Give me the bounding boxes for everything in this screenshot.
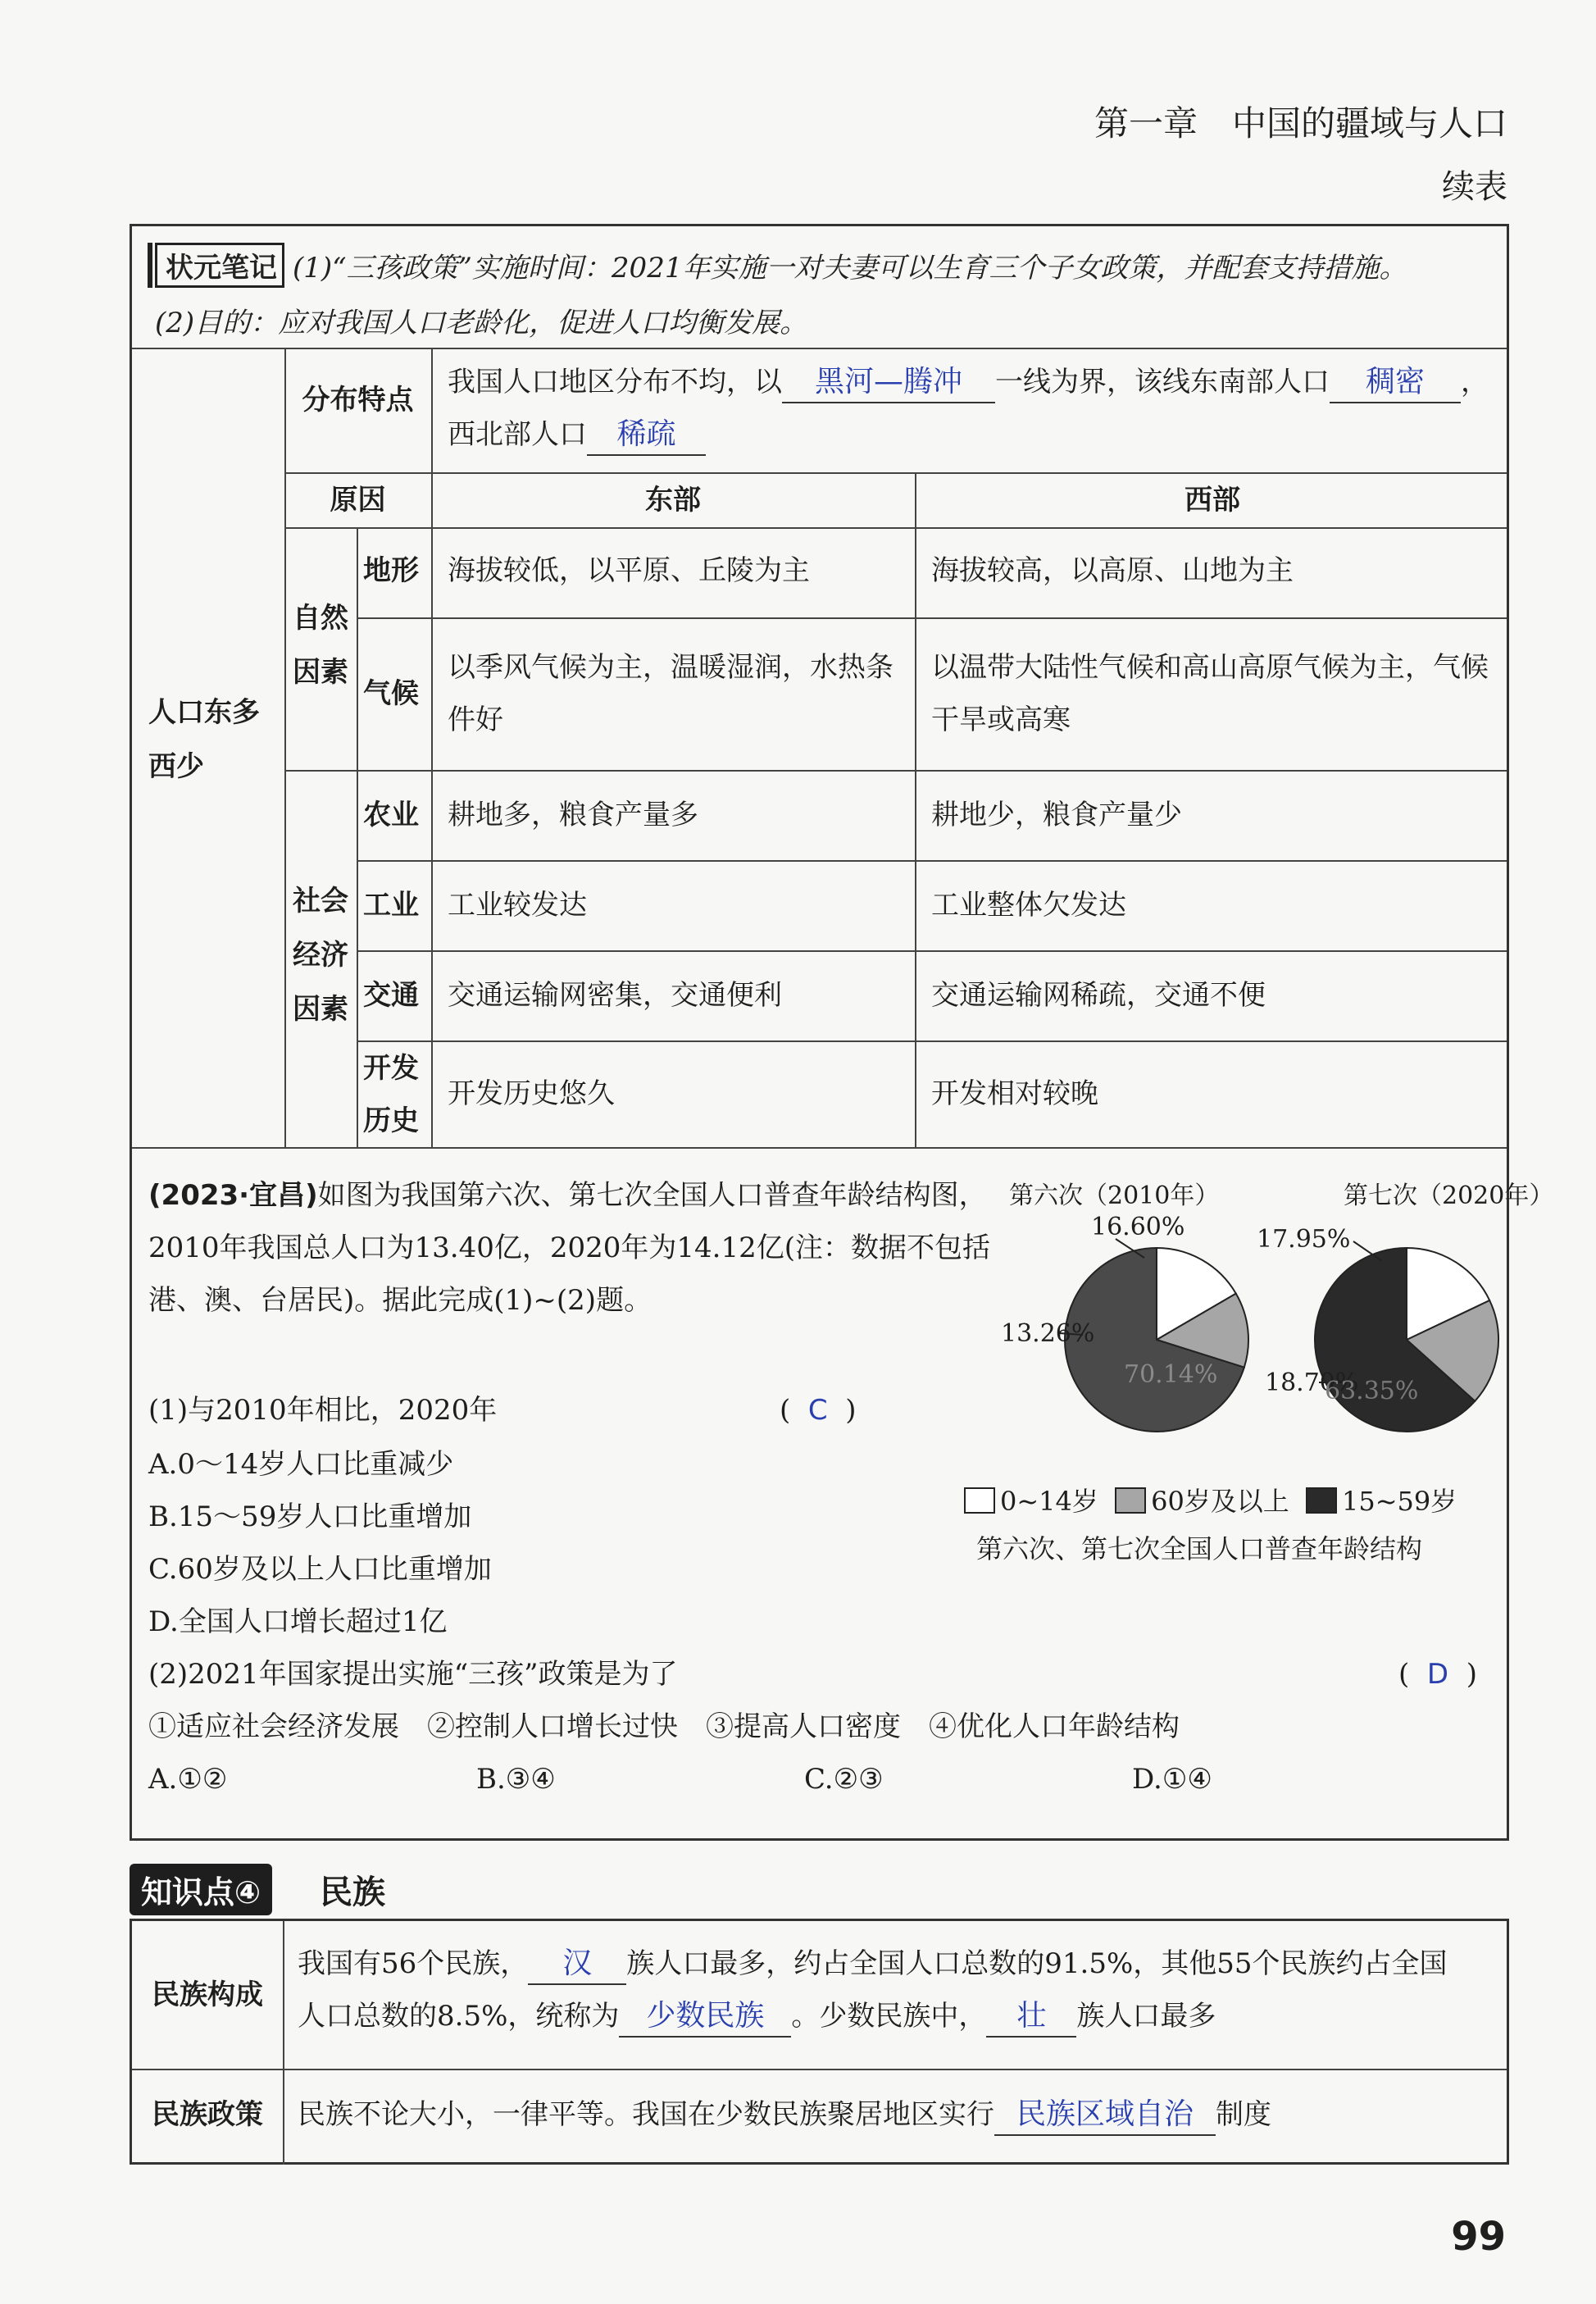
legend-swatch-working [1306,1487,1337,1514]
west-transport: 交通运输网稀疏，交通不便 [931,979,1266,1012]
q1-option-c: C.60岁及以上人口比重增加 [148,1553,492,1586]
west-history: 开发相对较晚 [931,1077,1098,1110]
pie-label-2-1: 17.95% [1257,1225,1351,1254]
composition-label: 民族构成 [152,1978,263,2011]
pie-charts [1001,1161,1554,1473]
q1-option-d: D.全国人口增长超过1亿 [148,1605,448,1638]
q1-answer: ( C ) [780,1394,857,1427]
east-history: 开发历史悠久 [448,1077,615,1110]
factor-history: 开发历史 [363,1052,419,1137]
pie1-title: 第六次（2010年） [1009,1182,1220,1210]
chart-caption: 第六次、第七次全国人口普查年龄结构 [976,1533,1423,1564]
east-transport: 交通运输网密集，交通便利 [448,979,782,1012]
distribution-label: 分布特点 [302,384,414,417]
q1-option-a: A.0～14岁人口比重减少 [148,1448,454,1481]
blank-han: 汉 [528,1944,626,1985]
pie-label-1-3: 70.14% [1124,1360,1218,1389]
distribution-text: 我国人口地区分布不均，以 黑河—腾冲 一线为界，该线东南部人口 稠密 ， 西北部人口 稀疏 [448,356,1497,461]
question-stem: (2023·宜昌)如图为我国第六次、第七次全国人口普查年龄结构图，2010年我国总人口为13.40亿，2020年为14.12亿(注：数据不包括港、澳、台居民)。据此完成(1)~(2)题。 [148,1179,990,1317]
q2-text: (2)2021年国家提出实施“三孩”政策是为了 [148,1658,678,1691]
pie-label-2-2: 18.70% [1265,1368,1359,1397]
col-reason: 原因 [330,484,386,517]
q1-option-b: B.15～59岁人口比重增加 [148,1500,472,1533]
east-climate: 以季风气候为主，温暖湿润，水热条件好 [448,651,893,736]
west-climate: 以温带大陆性气候和高山高原气候为主，气候干旱或高寒 [931,651,1489,736]
legend-swatch-elderly [1115,1487,1146,1514]
policy-text: 民族不论大小，一律平等。我国在少数民族聚居地区实行 民族区域自治 制度 [298,2088,1494,2141]
west-agriculture: 耕地少，粮食产量少 [931,799,1182,831]
col-west: 西部 [1184,484,1240,517]
blank-minorities: 少数民族 [619,1997,791,2038]
factor-transport: 交通 [363,979,419,1012]
blank-southeast: 稠密 [1330,362,1461,403]
east-terrain: 海拔较低，以平原、丘陵为主 [448,554,810,587]
legend-swatch-child [964,1487,995,1514]
q1-text: (1)与2010年相比，2020年 [148,1394,498,1427]
note-tag: 状元笔记 [155,243,284,288]
factor-industry: 工业 [363,889,419,922]
blank-autonomy: 民族区域自治 [994,2095,1216,2136]
q2-answer: ( D ) [1398,1658,1477,1691]
row-label: 人口东多西少 [148,696,260,783]
pie-label-1-1: 16.60% [1091,1213,1185,1241]
col-east: 东部 [645,484,701,517]
chart-legend: 0~14岁 60岁及以上 15~59岁 [956,1481,1457,1519]
q2-option-d: D.①④ [1132,1763,1212,1796]
west-terrain: 海拔较高，以高原、山地为主 [931,554,1294,587]
factor-agriculture: 农业 [363,799,419,831]
pie-label-2-3: 63.35% [1325,1377,1419,1405]
q2-statements: ①适应社会经济发展 ②控制人口增长过快 ③提高人口密度 ④优化人口年龄结构 [148,1710,1180,1743]
east-industry: 工业较发达 [448,889,587,922]
factor-climate: 气候 [363,677,419,710]
page-number: 99 [1451,2214,1506,2260]
kp4-title: 民族 [320,1874,385,1911]
natural-factors-label: 自然因素 [293,602,348,689]
note-text-1: (1)“三孩政策”实施时间：2021年实施一对夫妻可以生育三个子女政策，并配套支持措施。 [293,252,1407,285]
kp4-badge: 知识点④ [130,1864,272,1915]
policy-label: 民族政策 [152,2098,263,2131]
blank-line-boundary: 黑河—腾冲 [782,362,995,403]
blank-northwest: 稀疏 [587,415,706,456]
main-table [130,224,1554,1841]
q2-option-a: A.①② [148,1763,228,1796]
ethnic-table [130,1919,1509,2165]
note-line-2: (2)目的：应对我国人口老龄化，促进人口均衡发展。 [155,307,808,339]
note-line-1 [155,243,1407,288]
composition-text: 我国有56个民族， 汉 族人口最多，约占全国人口总数的91.5%，其他55个民族约占全国 人口总数的8.5%，统称为 少数民族 。少数民族中， 壮 族人口最多 [298,1937,1494,2042]
chapter-title: 第一章 中国的疆域与人口 [1094,103,1507,143]
pie-2010 [1001,1213,1248,1432]
blank-zhuang: 壮 [986,1997,1076,2038]
social-factors-label: 社会经济因素 [293,885,348,1026]
q2-option-b: B.③④ [476,1763,556,1796]
pie-label-1-2: 13.26% [1001,1319,1095,1348]
west-industry: 工业整体欠发达 [931,889,1126,922]
pie-2020 [1257,1225,1498,1432]
pie2-title: 第七次（2020年） [1344,1182,1554,1210]
east-agriculture: 耕地多，粮食产量多 [448,799,698,831]
continued-label: 续表 [1442,168,1507,206]
q2-option-c: C.②③ [804,1763,884,1796]
factor-terrain: 地形 [363,554,419,587]
